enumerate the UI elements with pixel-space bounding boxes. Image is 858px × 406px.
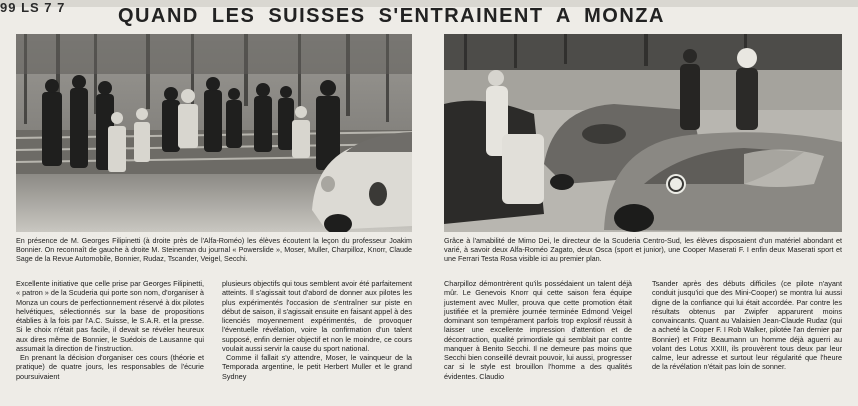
article-column-3 <box>444 279 632 381</box>
column-4-paragraph-1: Tsander après des débuts difficiles (ce pilote n'ayant conduit jusqu'ici que des Mini-Cooper) se montra lui aussi digne de la confiance qui lui était accordée. Par contre les résultats obtenus par Zwipfer apparurent moins convaincants. Quant au Valaisien Jean-Claude Rudaz (qui a acheté la Cooper F. I Rob Walker, pilotée l'an dernier par Bonnier) et Fritz Beaumann un homme déjà aguerri au volant des Lotus XXIII, ils prouvèrent tous deux par leur calme, leur adresse et surtout leur régularité que l'heure de la révélation n'était pas loin de sonner. <box>652 279 842 372</box>
page-headline: QUAND LES SUISSES S'ENTRAINENT A MONZA <box>118 5 665 27</box>
article-column-2 <box>222 279 412 381</box>
column-1-paragraph-1: Excellente initiative que celle prise par Georges Filipinetti, « patron » de la Scuderia qui porte son nom, d'organiser à Monza un cours de perfectionnement réservé à dix pilotes helvétiques, sélectionnés sur la base de propositions établies à la fois par l'A.C. Suisse, le S.A.R. et la presse. Si le choix n'était pas facile, il devait se révéler heureux aux dires même de Bonnier, le Suédois de Lausanne qui assumait la direction de l'instruction. <box>16 279 204 353</box>
column-2-paragraph-2: Comme il fallait s'y attendre, Moser, le vainqueur de la Temporada argentine, le petit Herbert Muller et le grand Sydney <box>222 353 412 381</box>
column-1-paragraph-2: En prenant la décision d'organiser ces cours (théorie et pratique) de quatre jours, les responsables de l'écurie poursuivaient <box>16 353 204 381</box>
photo-drivers-group <box>16 34 412 232</box>
photo-drivers-group-image <box>16 34 412 232</box>
caption-right-photo: Grâce à l'amabilité de Mimo Dei, le directeur de la Scuderia Centro-Sud, les élèves disposaient d'un matériel abondant et varié, à savoir deux Alfa-Roméo Zagato, deux Osca (sport et junior), une Cooper Maserati F. I enfin deux Maserati sport et une Ferrari Testa Rosa visible ici au premier plan. <box>444 236 842 264</box>
article-column-4 <box>652 279 842 372</box>
photo-racing-cars-image <box>444 34 842 232</box>
column-3-paragraph-1: Charpilloz démontrèrent qu'ils possédaient un talent déjà mûr. Le Genevois Knorr qui cette saison fera équipe justement avec Muller, prouva que cette promotion était justifiée et la première journée terminée Edmond Veigel dominant son tempérament parfois trop explosif réussit à laisser une excellente impression d'attention et de décontraction, qualité primordiale qui semblait par contre manquer à Benito Secchi. Il ne demeure pas moins que Secchi bien conseillé devrait pouvoir, lui aussi, progresser car si le style est brouillon l'homme a des qualités évidentes. Claudio <box>444 279 632 381</box>
previous-headline-fragment: 99 LS 7 7 <box>0 0 66 15</box>
photo-racing-cars <box>444 34 842 232</box>
column-2-paragraph-1: plusieurs objectifs qui tous semblent avoir été parfaitement atteints. Il s'agissait tout d'abord de donner aux pilotes les plus expérimentés l'occasion de s'entraîner sur piste en début de saison, il s'agissait ensuite en faisant appel à des licenciés moyennement expérimentés, de provoquer l'éventuelle révélation, voire la confirmation d'un talent supposé, enfin dernier objectif et non le moindre, ce cours voulait aussi servir la cause du sport national. <box>222 279 412 353</box>
caption-left-photo: En présence de M. Georges Filipinetti (à droite près de l'Alfa-Roméo) les élèves écoutent la leçon du professeur Joakim Bonnier. On reconnaît de gauche à droite M. Steineman du journal « Powerslide », Moser, Muller, Charpilloz, Knorr, Claude Sage de la Revue Automobile, Bonnier, Rudaz, Tscander, Veigel, Secchi. <box>16 236 412 264</box>
article-column-1 <box>16 279 204 381</box>
